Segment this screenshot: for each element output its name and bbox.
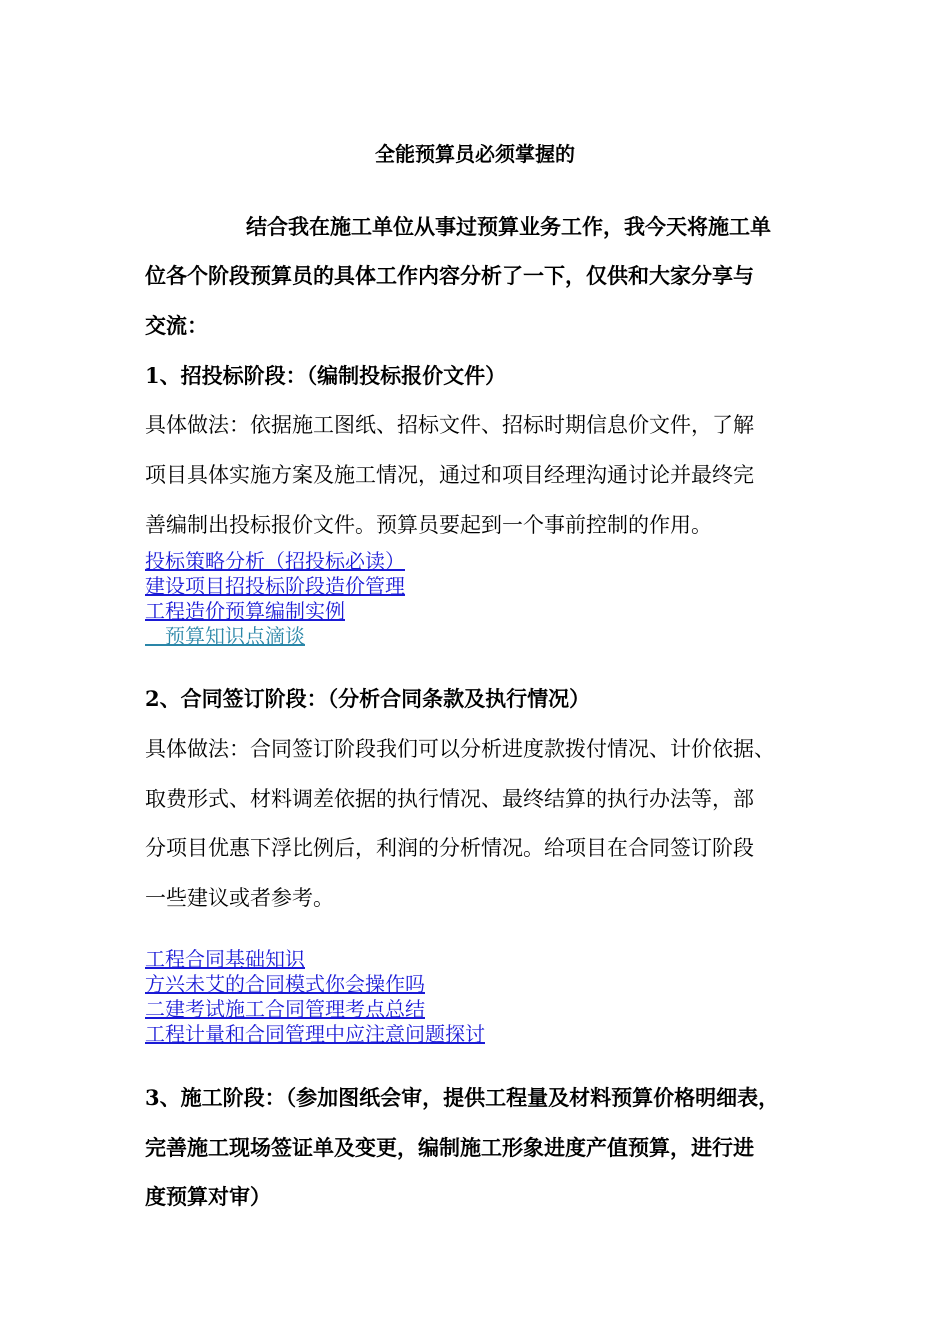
page-title: 全能预算员必须掌握的	[375, 142, 575, 166]
link-budget-example[interactable]: 工程造价预算编制实例	[145, 599, 345, 623]
link-contract-basics[interactable]: 工程合同基础知识	[145, 947, 305, 971]
section-2-body-line: 分项目优惠下浮比例后，利润的分析情况。给项目在合同签订阶段	[145, 836, 754, 860]
link-contract-exam-summary[interactable]: 二建考试施工合同管理考点总结	[145, 997, 425, 1021]
intro-line-2: 位各个阶段预算员的具体工作内容分析了一下，仅供和大家分享与	[145, 263, 754, 288]
section-3-heading-line: 3、施工阶段：（参加图纸会审，提供工程量及材料预算价格明细表，	[145, 1085, 780, 1110]
section-1-heading: 1、招投标阶段：（编制投标报价文件）	[145, 363, 507, 388]
section-3-heading-line: 完善施工现场签证单及变更，编制施工形象进度产值预算，进行进	[145, 1135, 754, 1160]
section-2-body-line: 一些建议或者参考。	[145, 886, 334, 910]
section-2-body-line: 具体做法：合同签订阶段我们可以分析进度款拨付情况、计价依据、	[145, 737, 775, 761]
intro-line-3: 交流：	[145, 313, 208, 338]
section-1-body-line: 项目具体实施方案及施工情况，通过和项目经理沟通讨论并最终完	[145, 463, 754, 487]
link-budget-knowledge[interactable]: 预算知识点滴谈	[145, 624, 305, 648]
link-bidding-cost-management[interactable]: 建设项目招投标阶段造价管理	[145, 574, 405, 598]
link-measurement-contract-issues[interactable]: 工程计量和合同管理中应注意问题探讨	[145, 1022, 485, 1046]
link-bidding-strategy[interactable]: 投标策略分析（招投标必读）	[145, 549, 405, 573]
section-2-heading: 2、合同签订阶段：（分析合同条款及执行情况）	[145, 686, 591, 711]
section-2-body-line: 取费形式、材料调差依据的执行情况、最终结算的执行办法等，部	[145, 787, 754, 811]
section-1-body-line: 具体做法：依据施工图纸、招标文件、招标时期信息价文件，了解	[145, 413, 754, 437]
link-contract-model[interactable]: 方兴未艾的合同模式你会操作吗	[145, 972, 425, 996]
section-3-heading-line: 度预算对审）	[145, 1184, 271, 1209]
section-1-body-line: 善编制出投标报价文件。预算员要起到一个事前控制的作用。	[145, 513, 712, 537]
intro-line-1: 结合我在施工单位从事过预算业务工作，我今天将施工单	[246, 214, 771, 239]
